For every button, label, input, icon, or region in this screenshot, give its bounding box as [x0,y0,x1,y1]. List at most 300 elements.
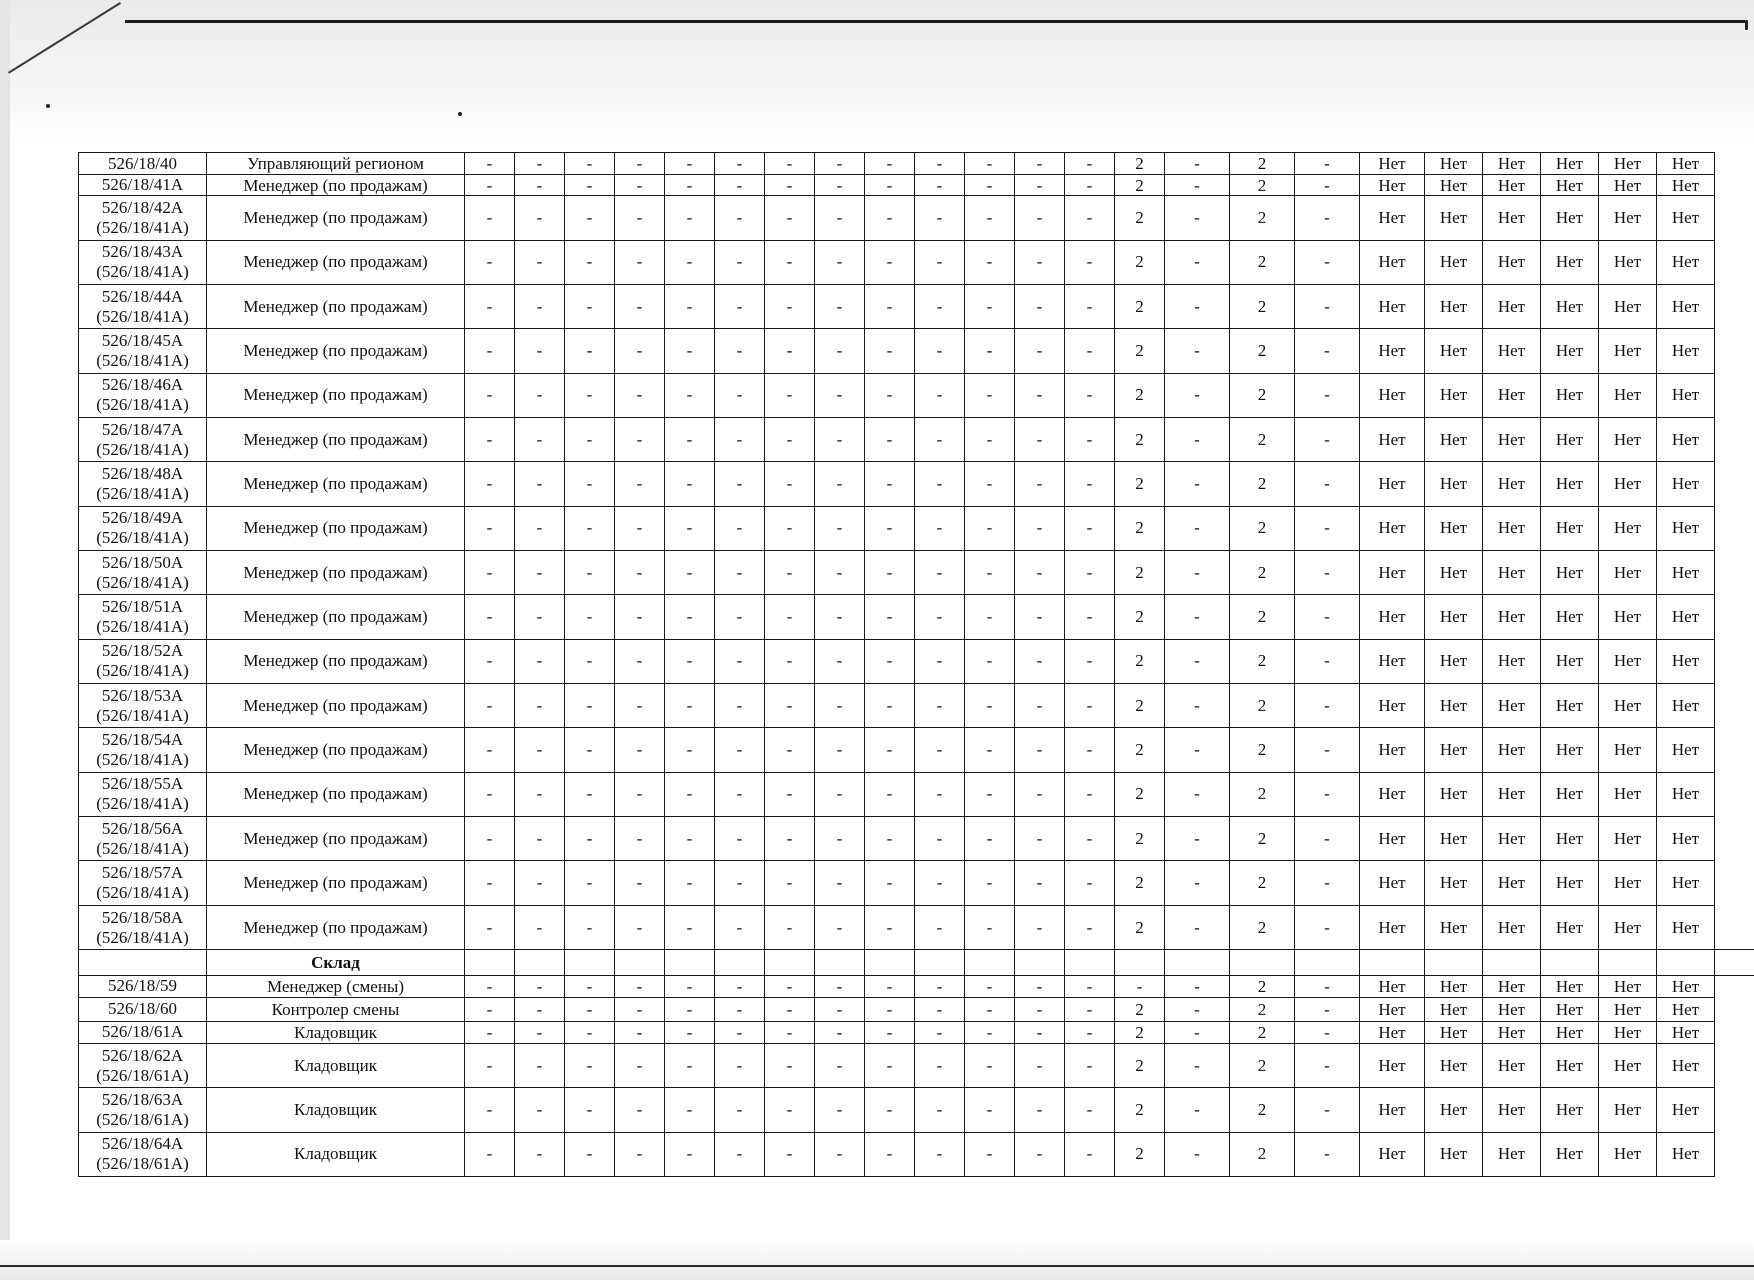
dash-cell: - [515,1088,565,1132]
dash-cell: - [1065,1021,1115,1043]
no-cell: Нет [1541,684,1599,728]
no-cell: Нет [1599,153,1657,175]
dash-cell: - [815,462,865,506]
dash-cell: - [1065,817,1115,861]
dash-cell: - [565,639,615,683]
dash-cell: - [515,1132,565,1176]
no-cell: Нет [1541,997,1599,1021]
table-row [79,285,1754,329]
no-cell: Нет [1483,997,1541,1021]
no-cell: Нет [1541,462,1599,506]
value-cell: 2 [1115,373,1165,417]
dash-cell: - [715,285,765,329]
no-cell: Нет [1541,639,1599,683]
value-cell: 2 [1115,905,1165,949]
no-cell: Нет [1425,772,1483,816]
dash-cell: - [865,1043,915,1087]
position-title: Контролер смены [207,997,465,1021]
no-cell: Нет [1599,175,1657,196]
dash-cell: - [1165,551,1230,595]
dash-cell: - [765,1132,815,1176]
dash-cell: - [1065,506,1115,550]
no-cell: Нет [1483,1088,1541,1132]
dash-cell: - [915,595,965,639]
value-cell: 2 [1230,506,1295,550]
dash-cell: - [515,976,565,997]
position-code-number: 526/18/52А [101,641,184,661]
dash-cell: - [515,418,565,462]
empty-cell [1230,950,1295,976]
no-cell: Нет [1599,551,1657,595]
position-code-parent: (526/18/41А) [96,484,189,504]
no-cell: Нет [1599,772,1657,816]
dash-cell: - [865,684,915,728]
no-cell: Нет [1541,772,1599,816]
dash-cell: - [1015,639,1065,683]
position-title: Менеджер (по продажам) [207,905,465,949]
dash-cell: - [815,595,865,639]
dash-cell: - [1015,418,1065,462]
dash-cell: - [1015,976,1065,997]
no-cell: Нет [1483,551,1541,595]
value-cell: 2 [1115,639,1165,683]
dash-cell: - [565,1043,615,1087]
no-cell: Нет [1541,861,1599,905]
dash-cell: - [965,551,1015,595]
dash-cell: - [1165,285,1230,329]
dash-cell: - [665,772,715,816]
dash-cell: - [1295,861,1360,905]
no-cell: Нет [1483,728,1541,772]
dash-cell: - [1065,728,1115,772]
dash-cell: - [1015,373,1065,417]
dash-cell: - [665,976,715,997]
position-title: Менеджер (по продажам) [207,506,465,550]
dash-cell: - [1295,976,1360,997]
dash-cell: - [765,728,815,772]
dash-cell: - [715,639,765,683]
position-code-number: 526/18/51А [101,597,184,617]
dash-cell: - [1065,462,1115,506]
dash-cell: - [465,175,515,196]
dash-cell: - [915,153,965,175]
position-title: Кладовщик [207,1021,465,1043]
dash-cell: - [515,728,565,772]
dash-cell: - [665,462,715,506]
dash-cell: - [665,1088,715,1132]
position-code-parent: (526/18/41А) [96,439,189,459]
position-code-number: 526/18/57А [101,863,184,883]
dash-cell: - [1295,418,1360,462]
position-code-parent: (526/18/41А) [96,883,189,903]
dash-cell: - [615,861,665,905]
dash-cell: - [565,551,615,595]
no-cell: Нет [1599,240,1657,284]
dash-cell: - [915,329,965,373]
dash-cell: - [765,418,815,462]
no-cell: Нет [1425,861,1483,905]
no-cell: Нет [1425,905,1483,949]
no-cell: Нет [1599,418,1657,462]
dash-cell: - [1165,153,1230,175]
dash-cell: - [565,817,615,861]
value-cell: 2 [1230,905,1295,949]
dash-cell: - [615,373,665,417]
dash-cell: - [565,1021,615,1043]
no-cell: Нет [1541,329,1599,373]
position-code-parent: (526/18/41А) [96,395,189,415]
dash-cell: - [915,976,965,997]
position-code-number: 526/18/54А [101,730,184,750]
value-cell: 2 [1115,329,1165,373]
table-row [79,153,1754,175]
dash-cell: - [465,772,515,816]
dash-cell: - [1015,551,1065,595]
dash-cell: - [465,817,515,861]
dash-cell: - [915,639,965,683]
value-cell: 2 [1115,1088,1165,1132]
dash-cell: - [865,772,915,816]
position-title: Менеджер (по продажам) [207,175,465,196]
staffing-table [78,152,1754,1177]
dash-cell: - [665,153,715,175]
table-row [79,329,1754,373]
dash-cell: - [915,462,965,506]
no-cell: Нет [1425,684,1483,728]
dash-cell: - [1065,153,1115,175]
dash-cell: - [665,728,715,772]
empty-cell [1657,950,1715,976]
value-cell: 2 [1115,1132,1165,1176]
dash-cell: - [965,1088,1015,1132]
no-cell: Нет [1599,196,1657,240]
dash-cell: - [1295,595,1360,639]
dash-cell: - [715,905,765,949]
no-cell: Нет [1360,817,1425,861]
no-cell: Нет [1360,1088,1425,1132]
dash-cell: - [715,1088,765,1132]
dash-cell: - [765,285,815,329]
value-cell: 2 [1230,196,1295,240]
position-title: Менеджер (по продажам) [207,329,465,373]
position-code [79,684,207,728]
no-cell: Нет [1599,506,1657,550]
dash-cell: - [565,861,615,905]
no-cell: Нет [1360,772,1425,816]
no-cell: Нет [1425,639,1483,683]
position-code-number: 526/18/41А [101,175,184,195]
position-code-parent: (526/18/41А) [96,838,189,858]
dash-cell: - [715,684,765,728]
empty-cell [1360,950,1425,976]
dash-cell: - [715,373,765,417]
empty-cell [515,950,565,976]
value-cell: 2 [1115,861,1165,905]
dash-cell: - [965,329,1015,373]
dash-cell: - [1165,506,1230,550]
dash-cell: - [815,373,865,417]
dash-cell: - [1165,861,1230,905]
dash-cell: - [1015,772,1065,816]
position-code-number: 526/18/44А [101,286,184,306]
no-cell: Нет [1657,595,1715,639]
dash-cell: - [515,1043,565,1087]
no-cell: Нет [1425,997,1483,1021]
dash-cell: - [1295,1132,1360,1176]
position-code [79,1043,207,1087]
value-cell: 2 [1115,462,1165,506]
dash-cell: - [765,462,815,506]
dash-cell: - [615,684,665,728]
table-row [79,373,1754,417]
dash-cell: - [615,1043,665,1087]
dash-cell: - [1065,285,1115,329]
position-code [79,175,207,196]
dash-cell: - [815,506,865,550]
no-cell: Нет [1360,976,1425,997]
dash-cell: - [1165,905,1230,949]
dash-cell: - [515,551,565,595]
dash-cell: - [1065,418,1115,462]
value-cell: 2 [1230,175,1295,196]
table-row [79,1021,1754,1043]
value-cell: 2 [1230,240,1295,284]
scan-edge-line-bottom [0,1265,1754,1267]
dash-cell: - [1015,1021,1065,1043]
value-cell: 2 [1230,1043,1295,1087]
value-cell: - [1115,976,1165,997]
no-cell: Нет [1360,1021,1425,1043]
no-cell: Нет [1360,639,1425,683]
no-cell: Нет [1657,175,1715,196]
table-row [79,728,1754,772]
dash-cell: - [515,817,565,861]
no-cell: Нет [1360,240,1425,284]
dash-cell: - [1015,196,1065,240]
dash-cell: - [965,153,1015,175]
dash-cell: - [765,639,815,683]
dash-cell: - [665,595,715,639]
dash-cell: - [1165,240,1230,284]
dash-cell: - [965,905,1015,949]
dash-cell: - [515,997,565,1021]
dash-cell: - [1165,373,1230,417]
dash-cell: - [1165,1132,1230,1176]
no-cell: Нет [1360,1132,1425,1176]
dash-cell: - [515,684,565,728]
dash-cell: - [515,905,565,949]
scan-speck [458,112,462,116]
dash-cell: - [515,639,565,683]
position-code-parent: (526/18/41А) [96,306,189,326]
dash-cell: - [1165,772,1230,816]
dash-cell: - [815,1132,865,1176]
dash-cell: - [765,997,815,1021]
no-cell: Нет [1541,196,1599,240]
no-cell: Нет [1483,418,1541,462]
dash-cell: - [615,1088,665,1132]
value-cell: 2 [1230,418,1295,462]
dash-cell: - [615,329,665,373]
no-cell: Нет [1541,1132,1599,1176]
dash-cell: - [965,1132,1015,1176]
no-cell: Нет [1541,240,1599,284]
position-code-number: 526/18/60 [108,999,177,1019]
position-title: Менеджер (по продажам) [207,551,465,595]
dash-cell: - [765,196,815,240]
dash-cell: - [515,772,565,816]
position-title: Менеджер (по продажам) [207,595,465,639]
no-cell: Нет [1657,1043,1715,1087]
dash-cell: - [1065,240,1115,284]
no-cell: Нет [1483,175,1541,196]
position-code-number: 526/18/63А [101,1089,184,1109]
dash-cell: - [1165,997,1230,1021]
value-cell: 2 [1230,551,1295,595]
no-cell: Нет [1541,1088,1599,1132]
dash-cell: - [915,861,965,905]
dash-cell: - [1015,240,1065,284]
empty-cell [1483,950,1541,976]
dash-cell: - [965,1021,1015,1043]
no-cell: Нет [1425,506,1483,550]
table-row [79,462,1754,506]
position-code [79,373,207,417]
dash-cell: - [515,175,565,196]
dash-cell: - [465,418,515,462]
no-cell: Нет [1425,1132,1483,1176]
table-row [79,196,1754,240]
dash-cell: - [815,728,865,772]
dash-cell: - [1165,1021,1230,1043]
dash-cell: - [815,551,865,595]
table-row [79,1043,1754,1087]
dash-cell: - [1165,1088,1230,1132]
dash-cell: - [665,240,715,284]
dash-cell: - [515,462,565,506]
no-cell: Нет [1657,817,1715,861]
dash-cell: - [765,1021,815,1043]
dash-cell: - [615,728,665,772]
no-cell: Нет [1541,817,1599,861]
position-code [79,462,207,506]
position-code-parent: (526/18/41А) [96,927,189,947]
no-cell: Нет [1657,1132,1715,1176]
table-row [79,1132,1754,1176]
no-cell: Нет [1483,329,1541,373]
dash-cell: - [765,240,815,284]
empty-cell [1065,950,1115,976]
dash-cell: - [515,373,565,417]
dash-cell: - [1295,1021,1360,1043]
value-cell: 2 [1115,997,1165,1021]
empty-cell [965,950,1015,976]
dash-cell: - [915,1088,965,1132]
dash-cell: - [915,240,965,284]
table-row [79,976,1754,997]
dash-cell: - [615,976,665,997]
no-cell: Нет [1425,462,1483,506]
no-cell: Нет [1425,1088,1483,1132]
no-cell: Нет [1599,373,1657,417]
no-cell: Нет [1541,153,1599,175]
position-title: Менеджер (по продажам) [207,285,465,329]
no-cell: Нет [1360,153,1425,175]
dash-cell: - [465,905,515,949]
dash-cell: - [715,462,765,506]
no-cell: Нет [1483,861,1541,905]
dash-cell: - [615,418,665,462]
dash-cell: - [465,240,515,284]
no-cell: Нет [1541,418,1599,462]
dash-cell: - [465,1043,515,1087]
value-cell: 2 [1230,639,1295,683]
dash-cell: - [965,639,1015,683]
dash-cell: - [565,997,615,1021]
empty-cell [715,950,765,976]
dash-cell: - [665,997,715,1021]
position-code-number: 526/18/53А [101,685,184,705]
dash-cell: - [665,506,715,550]
position-code-number: 526/18/59 [108,976,177,996]
no-cell: Нет [1360,905,1425,949]
no-cell: Нет [1599,1043,1657,1087]
dash-cell: - [615,639,665,683]
value-cell: 2 [1230,329,1295,373]
section-row [79,950,1754,976]
position-code [79,772,207,816]
no-cell: Нет [1360,595,1425,639]
scan-shadow-bottom [0,1240,1754,1280]
dash-cell: - [865,976,915,997]
dash-cell: - [715,1132,765,1176]
dash-cell: - [1065,196,1115,240]
dash-cell: - [1165,196,1230,240]
position-title: Менеджер (по продажам) [207,373,465,417]
no-cell: Нет [1541,373,1599,417]
no-cell: Нет [1657,153,1715,175]
no-cell: Нет [1483,1132,1541,1176]
dash-cell: - [565,175,615,196]
position-title: Менеджер (по продажам) [207,418,465,462]
dash-cell: - [665,639,715,683]
no-cell: Нет [1425,817,1483,861]
empty-cell [815,950,865,976]
dash-cell: - [865,175,915,196]
dash-cell: - [1295,639,1360,683]
no-cell: Нет [1425,329,1483,373]
position-code-number: 526/18/46А [101,375,184,395]
no-cell: Нет [1657,997,1715,1021]
position-code-number: 526/18/48А [101,464,184,484]
dash-cell: - [865,639,915,683]
dash-cell: - [465,329,515,373]
section-code-cell [79,950,207,976]
no-cell: Нет [1425,1021,1483,1043]
position-code-number: 526/18/47А [101,419,184,439]
dash-cell: - [565,772,615,816]
dash-cell: - [615,997,665,1021]
dash-cell: - [715,1021,765,1043]
dash-cell: - [765,976,815,997]
no-cell: Нет [1483,196,1541,240]
dash-cell: - [865,329,915,373]
value-cell: 2 [1230,1021,1295,1043]
position-code [79,861,207,905]
dash-cell: - [865,997,915,1021]
dash-cell: - [865,462,915,506]
dash-cell: - [565,506,615,550]
